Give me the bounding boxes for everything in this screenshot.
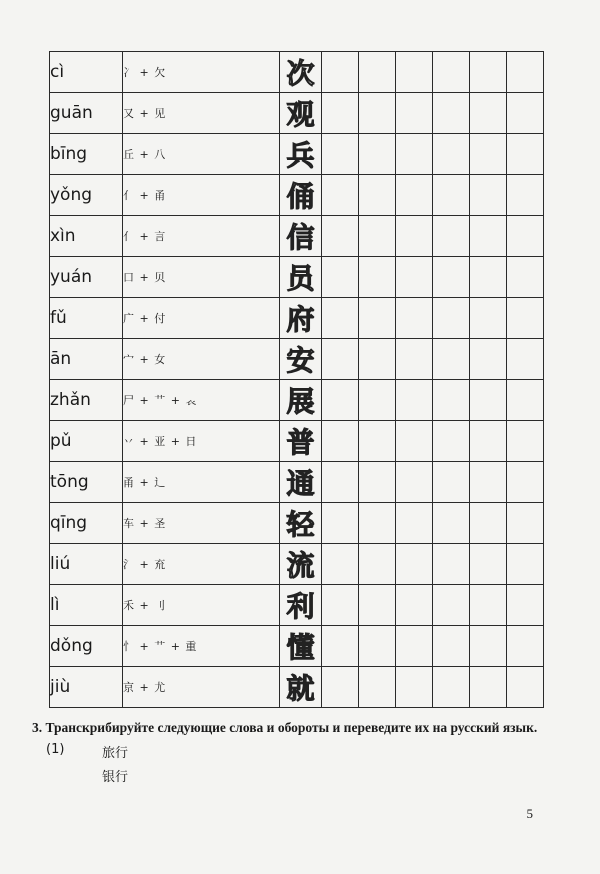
practice-box[interactable] (359, 380, 396, 421)
model-character-cell: 流 (280, 544, 322, 585)
pinyin-cell: bīng (50, 134, 123, 175)
practice-box[interactable] (322, 134, 359, 175)
practice-box[interactable] (470, 216, 507, 257)
practice-box[interactable] (433, 626, 470, 667)
practice-box[interactable] (470, 544, 507, 585)
table-row (50, 626, 544, 667)
practice-box[interactable] (507, 503, 544, 544)
table-row (50, 175, 544, 216)
components-cell: 禾 + 刂 (123, 585, 280, 626)
pinyin-cell: yǒng (50, 175, 123, 216)
practice-box[interactable] (396, 462, 433, 503)
practice-box[interactable] (433, 93, 470, 134)
practice-box[interactable] (433, 585, 470, 626)
practice-box[interactable] (507, 544, 544, 585)
practice-box[interactable] (396, 585, 433, 626)
components-cell: 亻 + 甬 (123, 175, 280, 216)
practice-box[interactable] (359, 175, 396, 216)
practice-box[interactable] (507, 380, 544, 421)
practice-box[interactable] (433, 257, 470, 298)
practice-box[interactable] (507, 134, 544, 175)
practice-box[interactable] (433, 52, 470, 93)
pinyin-cell: lì (50, 585, 123, 626)
table-row (50, 421, 544, 462)
pinyin-cell: jiù (50, 667, 123, 708)
components-cell: 丷 + 亚 + 日 (123, 421, 280, 462)
components-cell: 丘 + 八 (123, 134, 280, 175)
practice-box[interactable] (322, 667, 359, 708)
practice-box[interactable] (396, 93, 433, 134)
pinyin-cell: tōng (50, 462, 123, 503)
practice-box[interactable] (470, 175, 507, 216)
pinyin-cell: guān (50, 93, 123, 134)
components-cell: 车 + 圣 (123, 503, 280, 544)
practice-box[interactable] (507, 667, 544, 708)
practice-box[interactable] (396, 421, 433, 462)
practice-box[interactable] (322, 380, 359, 421)
components-cell: 尸 + 艹 + 𧘇 (123, 380, 280, 421)
pinyin-cell: pǔ (50, 421, 123, 462)
practice-box[interactable] (359, 339, 396, 380)
practice-box[interactable] (396, 626, 433, 667)
practice-box[interactable] (470, 298, 507, 339)
practice-box[interactable] (470, 257, 507, 298)
practice-box[interactable] (322, 462, 359, 503)
practice-box[interactable] (359, 421, 396, 462)
practice-box[interactable] (507, 257, 544, 298)
practice-box[interactable] (359, 544, 396, 585)
exercise-item-word: 旅行 (102, 746, 129, 761)
practice-box[interactable] (359, 216, 396, 257)
practice-box[interactable] (470, 93, 507, 134)
pinyin-cell: cì (50, 52, 123, 93)
practice-box[interactable] (396, 175, 433, 216)
components-cell: 氵 + 㐬 (123, 544, 280, 585)
practice-box[interactable] (507, 626, 544, 667)
practice-box[interactable] (396, 257, 433, 298)
practice-box[interactable] (359, 667, 396, 708)
pinyin-cell: qīng (50, 503, 123, 544)
practice-box[interactable] (470, 339, 507, 380)
practice-box[interactable] (359, 626, 396, 667)
practice-box[interactable] (396, 339, 433, 380)
practice-box[interactable] (470, 503, 507, 544)
practice-box[interactable] (396, 503, 433, 544)
components-cell: 忄 + 艹 + 重 (123, 626, 280, 667)
components-cell: 又 + 见 (123, 93, 280, 134)
practice-box[interactable] (322, 421, 359, 462)
exercise-heading: 3. Транскрибируйте следующие слова и обороты и переведите их на русский язык. (32, 720, 538, 735)
practice-box[interactable] (470, 462, 507, 503)
practice-box[interactable] (470, 421, 507, 462)
practice-box[interactable] (396, 380, 433, 421)
practice-box[interactable] (396, 544, 433, 585)
practice-box[interactable] (470, 585, 507, 626)
model-character-cell: 就 (280, 667, 322, 708)
table-row (50, 462, 544, 503)
table-row (50, 380, 544, 421)
model-character-cell: 安 (280, 339, 322, 380)
practice-box[interactable] (433, 380, 470, 421)
model-character-cell: 轻 (280, 503, 322, 544)
practice-box[interactable] (396, 52, 433, 93)
practice-box[interactable] (507, 298, 544, 339)
model-character-cell: 员 (280, 257, 322, 298)
practice-box[interactable] (322, 503, 359, 544)
practice-box[interactable] (507, 175, 544, 216)
practice-box[interactable] (396, 134, 433, 175)
practice-box[interactable] (322, 544, 359, 585)
components-cell: 广 + 付 (123, 298, 280, 339)
table-row (50, 257, 544, 298)
practice-box[interactable] (433, 503, 470, 544)
practice-box[interactable] (470, 134, 507, 175)
model-character-cell: 通 (280, 462, 322, 503)
model-character-cell: 兵 (280, 134, 322, 175)
practice-box[interactable] (359, 52, 396, 93)
practice-box[interactable] (433, 339, 470, 380)
practice-box[interactable] (322, 175, 359, 216)
table-row (50, 134, 544, 175)
practice-box[interactable] (470, 667, 507, 708)
practice-box[interactable] (359, 462, 396, 503)
model-character-cell: 府 (280, 298, 322, 339)
practice-box[interactable] (322, 216, 359, 257)
practice-box[interactable] (507, 216, 544, 257)
practice-box[interactable] (359, 134, 396, 175)
table-row (50, 503, 544, 544)
pinyin-cell: zhǎn (50, 380, 123, 421)
table-row (50, 585, 544, 626)
practice-box[interactable] (433, 134, 470, 175)
pinyin-cell: xìn (50, 216, 123, 257)
model-character-cell: 次 (280, 52, 322, 93)
table-row (50, 216, 544, 257)
components-cell: 甬 + 辶 (123, 462, 280, 503)
practice-box[interactable] (507, 339, 544, 380)
practice-box[interactable] (396, 216, 433, 257)
practice-box[interactable] (359, 298, 396, 339)
table-row (50, 298, 544, 339)
page-number: 5 (526, 806, 533, 821)
practice-box[interactable] (433, 175, 470, 216)
pinyin-cell: yuán (50, 257, 123, 298)
practice-box[interactable] (507, 93, 544, 134)
model-character-cell: 普 (280, 421, 322, 462)
table-row (50, 339, 544, 380)
practice-box[interactable] (322, 93, 359, 134)
practice-box[interactable] (433, 462, 470, 503)
practice-box[interactable] (433, 216, 470, 257)
character-practice-table (49, 51, 544, 708)
pinyin-cell: dǒng (50, 626, 123, 667)
practice-box[interactable] (359, 257, 396, 298)
practice-box[interactable] (359, 585, 396, 626)
components-cell: 冫 + 欠 (123, 52, 280, 93)
practice-box[interactable] (507, 421, 544, 462)
model-character-cell: 展 (280, 380, 322, 421)
practice-box[interactable] (322, 298, 359, 339)
practice-box[interactable] (470, 626, 507, 667)
practice-box[interactable] (507, 462, 544, 503)
practice-box[interactable] (433, 544, 470, 585)
practice-box[interactable] (433, 298, 470, 339)
practice-box[interactable] (322, 257, 359, 298)
model-character-cell: 利 (280, 585, 322, 626)
practice-box[interactable] (322, 585, 359, 626)
practice-box[interactable] (322, 626, 359, 667)
practice-box[interactable] (322, 339, 359, 380)
practice-box[interactable] (396, 667, 433, 708)
practice-box[interactable] (433, 667, 470, 708)
pinyin-cell: ān (50, 339, 123, 380)
table-row (50, 93, 544, 134)
table-row (50, 667, 544, 708)
components-cell: 京 + 尤 (123, 667, 280, 708)
components-cell: 亻 + 言 (123, 216, 280, 257)
model-character-cell: 俑 (280, 175, 322, 216)
model-character-cell: 懂 (280, 626, 322, 667)
table-row (50, 52, 544, 93)
exercise-item-word: 银行 (102, 770, 129, 785)
model-character-cell: 信 (280, 216, 322, 257)
components-cell: 宀 + 女 (123, 339, 280, 380)
practice-box[interactable] (359, 503, 396, 544)
practice-box[interactable] (322, 52, 359, 93)
practice-box[interactable] (396, 298, 433, 339)
components-cell: 口 + 贝 (123, 257, 280, 298)
practice-box[interactable] (470, 52, 507, 93)
practice-box[interactable] (359, 93, 396, 134)
practice-box[interactable] (470, 380, 507, 421)
practice-box[interactable] (433, 421, 470, 462)
model-character-cell: 观 (280, 93, 322, 134)
exercise-item-number: (1) (46, 742, 65, 757)
practice-box[interactable] (507, 52, 544, 93)
practice-box[interactable] (507, 585, 544, 626)
table-row (50, 544, 544, 585)
pinyin-cell: fǔ (50, 298, 123, 339)
pinyin-cell: liú (50, 544, 123, 585)
